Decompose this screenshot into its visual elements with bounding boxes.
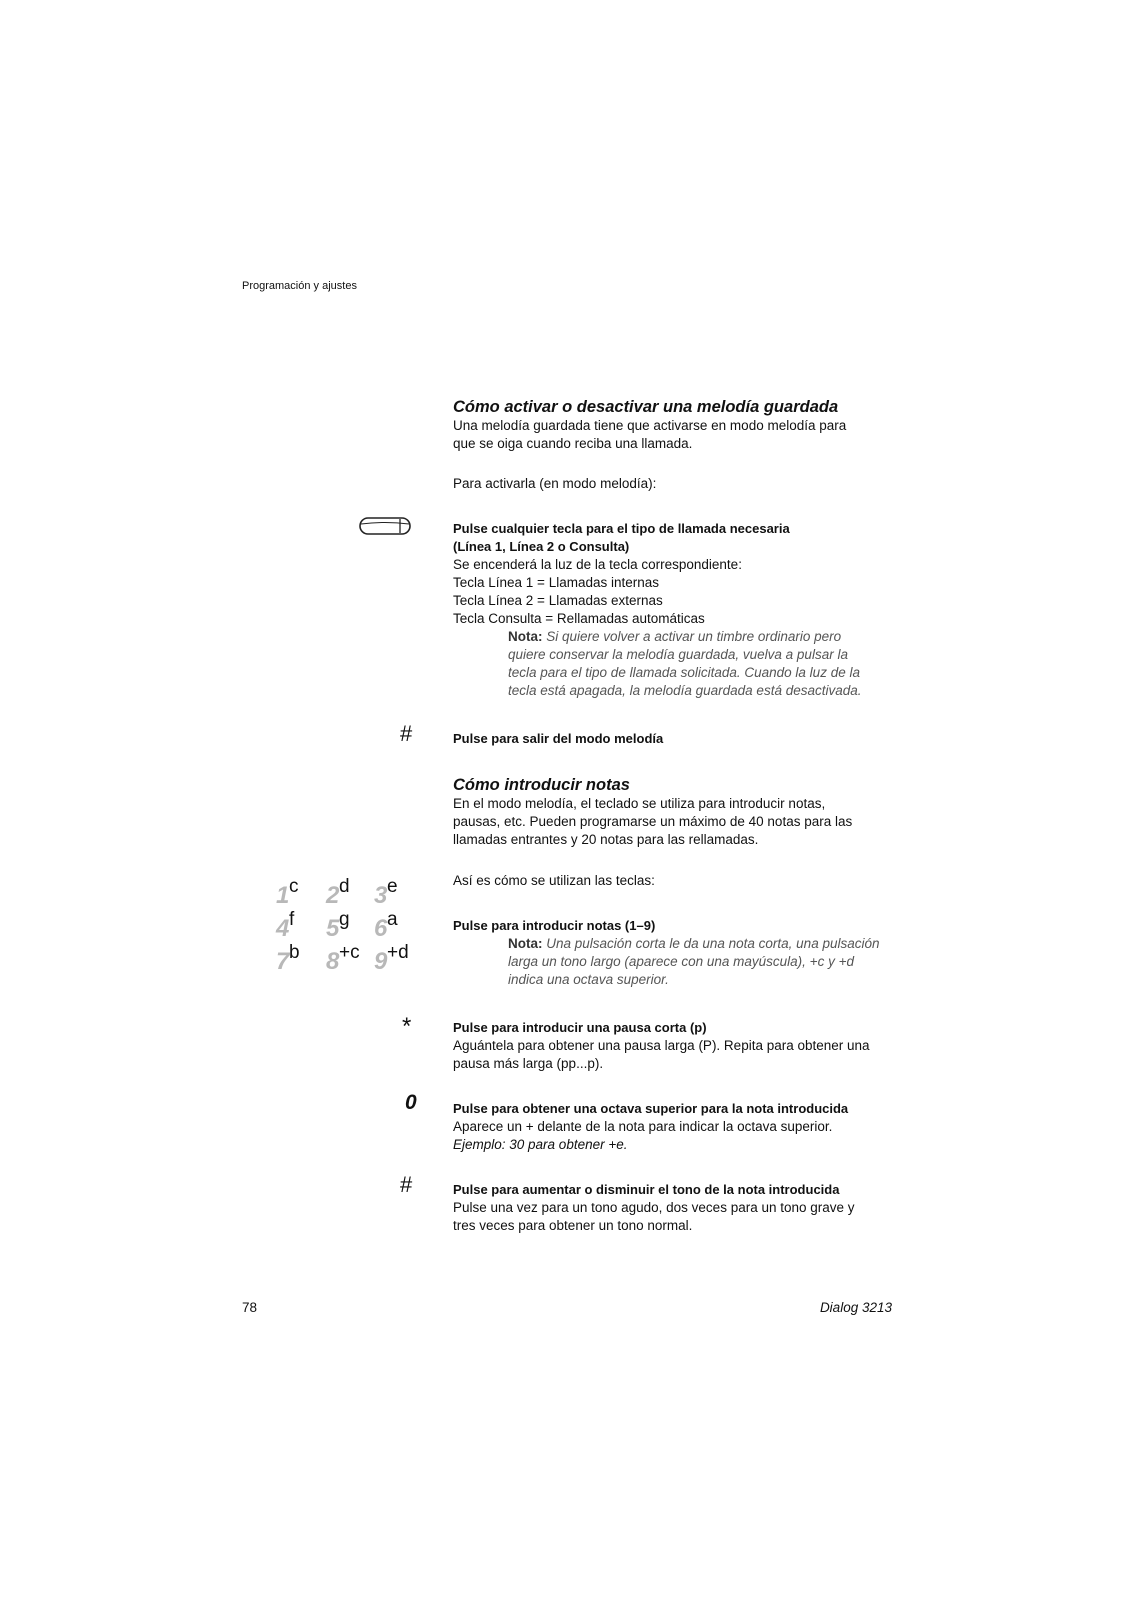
note-line: larga un tono largo (aparece con una mayúscula), +c y +d [508,954,854,969]
note-text: Si quiere volver a activar un timbre ordinario pero [546,629,842,644]
key-note: b [289,942,300,963]
note-line: indica una octava superior. [508,972,669,987]
key-note: e [387,876,398,897]
note-line: tecla para el tipo de llamada solicitada. Cuando la luz de la [508,665,860,680]
key-number: 3 [374,882,388,909]
step-tone [453,1181,893,1235]
section-activate [453,397,893,453]
instruction-title: Pulse para salir del modo melodía [453,731,664,746]
note-text: Una pulsación corta le da una nota corta, una pulsación [546,936,880,951]
key-number: 8 [326,948,340,975]
line-key-icon [358,515,414,537]
note-line: tecla está apagada, la melodía guardada está desactivada. [508,683,862,698]
intro-line: que se oiga cuando reciba una llamada. [453,436,693,451]
keypad-key [322,909,372,941]
body-line: Tecla Línea 1 = Llamadas internas [453,575,660,590]
instruction-title: Pulse para obtener una octava superior para la nota introducida [453,1101,849,1116]
body-line: Pulse una vez para un tono agudo, dos veces para un tono grave y [453,1200,855,1215]
key-note: f [289,909,295,930]
section-notes [453,775,893,849]
body-line: Tecla Línea 2 = Llamadas externas [453,593,663,608]
key-number: 4 [276,915,290,942]
zero-key-icon: 0 [405,1091,417,1114]
key-number: 7 [276,948,290,975]
key-note: d [339,876,350,897]
body-line: Tecla Consulta = Rellamadas automáticas [453,611,705,626]
note-line [508,628,893,646]
body-line: Aguántela para obtener una pausa larga (P). Repita para obtener una [453,1038,870,1053]
instruction-title: (Línea 1, Línea 2 o Consulta) [453,539,630,554]
key-note: +c [339,942,360,963]
section-header: Programación y ajustes [242,280,357,292]
intro-line: pausas, etc. Pueden programarse un máximo de 40 notas para las [453,814,853,829]
key-number: 2 [326,882,340,909]
keypad-key [272,942,322,974]
body-line: pausa más larga (pp...p). [453,1056,604,1071]
hash-key-icon: # [400,721,413,746]
note-keypad [272,876,422,976]
intro-line: En el modo melodía, el teclado se utiliza para introducir notas, [453,796,826,811]
keypad-key [322,942,372,974]
page-number: 78 [242,1300,258,1315]
keypad-key [272,876,322,908]
keys-label: Así es cómo se utilizan las teclas: [453,873,655,888]
step-enter-notes [453,917,893,989]
key-number: 5 [326,915,340,942]
key-number: 6 [374,915,388,942]
instruction-title: Pulse cualquier tecla para el tipo de llamada necesaria [453,521,790,536]
section-title: Cómo introducir notas [453,776,630,794]
note-label: Nota: [508,936,543,951]
keypad-key [370,942,420,974]
key-note: c [289,876,299,897]
example-line: Ejemplo: 30 para obtener +e. [453,1137,628,1152]
key-number: 1 [276,882,290,909]
step-pause [453,1019,893,1073]
step-octave [453,1100,893,1154]
intro-line: llamadas entrantes y 20 notas para las rellamadas. [453,832,759,847]
activate-label: Para activarla (en modo melodía): [453,476,657,491]
body-line: tres veces para obtener un tono normal. [453,1218,693,1233]
product-name: Dialog 3213 [819,1300,892,1315]
body-line: Se encenderá la luz de la tecla correspondiente: [453,557,742,572]
key-note: g [339,909,350,930]
keypad-key [370,909,420,941]
body-line: Aparece un + delante de la nota para indicar la octava superior. [453,1119,833,1134]
instruction-title: Pulse para introducir una pausa corta (p) [453,1020,707,1035]
note-line: quiere conservar la melodía guardada, vuelva a pulsar la [508,647,848,662]
intro-line: Una melodía guardada tiene que activarse en modo melodía para [453,418,847,433]
section-title: Cómo activar o desactivar una melodía guardada [453,398,839,416]
step-press-line-key [453,520,893,700]
key-number: 9 [374,948,388,975]
keypad-key [370,876,420,908]
hash-key-icon: # [400,1172,413,1197]
key-note: +d [387,942,409,963]
instruction-title: Pulse para introducir notas (1–9) [453,918,656,933]
instruction-title: Pulse para aumentar o disminuir el tono de la nota introducida [453,1182,840,1197]
keypad-key [272,909,322,941]
star-key-icon: * [402,1013,412,1040]
keypad-key [322,876,372,908]
note-label: Nota: [508,629,543,644]
key-note: a [387,909,398,930]
note-line [508,935,893,953]
